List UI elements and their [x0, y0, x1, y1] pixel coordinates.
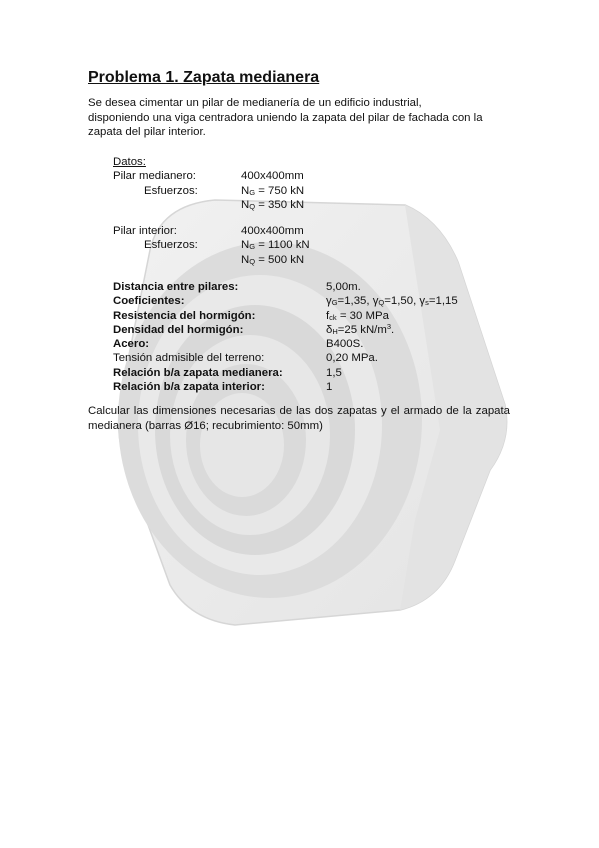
delta-end: .	[391, 323, 395, 336]
ng-number: = 750 kN	[255, 184, 305, 197]
esfuerzos-label: Esfuerzos:	[144, 239, 198, 252]
gamma-symbol: γ	[372, 295, 379, 308]
nq-sub: Q	[249, 201, 256, 211]
gamma-sub: G	[331, 298, 338, 308]
resistencia-value	[326, 309, 389, 323]
pilar-interior-label: Pilar interior:	[113, 225, 177, 237]
gamma-sub: Q	[378, 298, 385, 308]
ng-symbol: N	[241, 239, 250, 252]
delta-number: =25 kN/m	[337, 323, 387, 336]
task-paragraph: Calcular las dimensiones necesarias de las dos zapatas y el armado de la zapata medianera (barras Ø16; recubrimiento: 50mm)	[88, 405, 510, 432]
coeficientes-label: Coeficientes:	[113, 295, 185, 308]
resistencia-label: Resistencia del hormigón:	[113, 309, 256, 322]
relacion-interior-value: 1	[326, 381, 333, 394]
intro-paragraph	[88, 96, 518, 140]
ng-symbol: N	[241, 184, 250, 197]
pilar-medianero-size: 400x400mm	[241, 170, 304, 183]
ng-sub: G	[249, 242, 256, 252]
ng-number: = 1100 kN	[255, 239, 310, 252]
esfuerzos-label: Esfuerzos:	[144, 184, 198, 197]
pilar-interior-size: 400x400mm	[241, 225, 304, 237]
gamma-symbol: γ	[419, 295, 426, 308]
nq-number: = 350 kN	[255, 198, 305, 211]
nq-value	[241, 253, 304, 267]
gamma-value: =1,50,	[384, 295, 420, 308]
nq-symbol: N	[241, 253, 250, 266]
gamma-value: =1,35,	[337, 295, 373, 308]
nq-value	[241, 198, 304, 212]
intro-line: disponiendo una viga centradora uniendo la zapata del pilar de fachada con la	[88, 111, 483, 124]
intro-line: zapata del pilar interior.	[88, 126, 206, 138]
datos-heading: Datos:	[113, 156, 146, 168]
pilar-medianero-label: Pilar medianero:	[113, 170, 196, 183]
gamma-sub: s	[425, 298, 429, 308]
page-title: Problema 1. Zapata medianera	[88, 69, 320, 86]
ng-value	[241, 184, 304, 198]
coeficientes-value	[326, 294, 458, 308]
acero-value: B400S.	[326, 338, 364, 351]
relacion-medianera-label: Relación b/a zapata medianera:	[113, 366, 283, 379]
relacion-interior-label: Relación b/a zapata interior:	[113, 381, 265, 394]
nq-sub: Q	[249, 256, 256, 266]
distancia-label: Distancia entre pilares:	[113, 281, 239, 293]
ng-value	[241, 238, 310, 252]
fck-sub: ck	[329, 312, 337, 322]
delta-sup: 3	[386, 321, 391, 331]
gamma-symbol: γ	[326, 295, 332, 308]
distancia-value: 5,00m.	[326, 281, 361, 293]
nq-number: = 500 kN	[255, 253, 305, 266]
fck-number: = 30 MPa	[336, 309, 389, 322]
tension-value: 0,20 MPa.	[326, 352, 378, 365]
tension-label: Tensión admisible del terreno:	[113, 352, 265, 365]
delta-sub: H	[332, 326, 338, 336]
acero-label: Acero:	[113, 338, 150, 351]
ng-sub: G	[249, 187, 256, 197]
relacion-medianera-value: 1,5	[326, 366, 342, 379]
densidad-label: Densidad del hormigón:	[113, 323, 244, 336]
intro-line: Se desea cimentar un pilar de medianería de un edificio industrial,	[88, 97, 422, 109]
fck-symbol: f	[326, 309, 330, 322]
delta-symbol: δ	[326, 323, 333, 336]
nq-symbol: N	[241, 198, 250, 211]
densidad-value	[326, 323, 394, 337]
gamma-value: =1,15	[428, 295, 458, 308]
